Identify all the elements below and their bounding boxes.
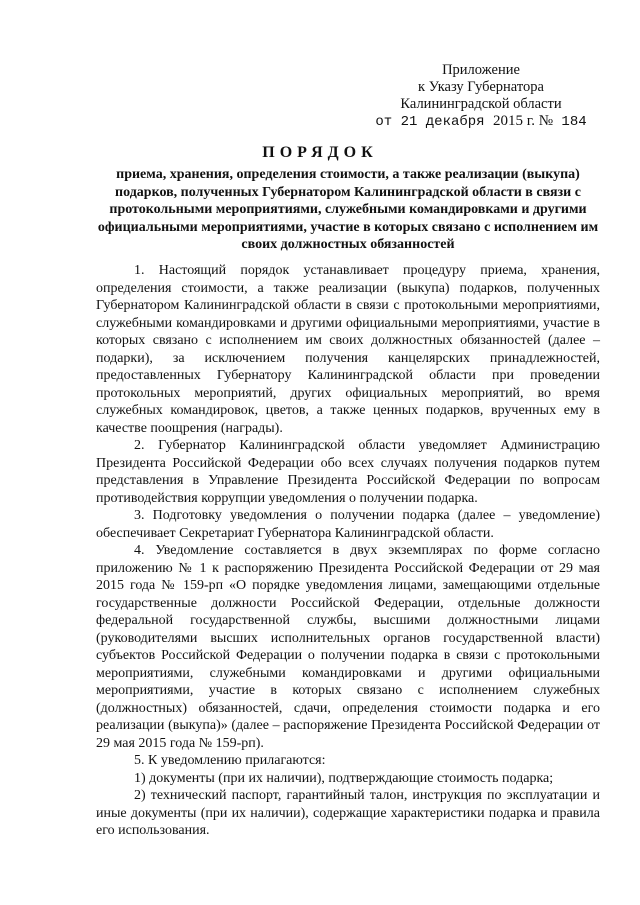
paragraph-1: 1. Настоящий порядок устанавливает процедуру приема, хранения, определения стоимости, а также реализации (выкупа) подарков, полученных Губернатором Калининградской области в связи с протокольными мероприятиями, служебными командировками и другими официальными мероприятиями, участие в которых связано с исполнением им своих должностных обязанностей (далее – подарки), за исключением получения канцелярских принадлежностей, предоставленных Губернатору Калининградской области при проведении протокольных мероприятий, других официальных мероприятий, во время служебных командировок, цветов, а также ценных подарков, врученных ему в качестве поощрения (награды). [96,263,600,436]
document-title: ПОРЯДОК [262,144,378,161]
appendix-decree-ref: к Указу Губернатора [418,79,544,95]
appendix-date: от 21 декабря [375,114,485,130]
paragraph-2: 2. Губернатор Калининградской области уведомляет Администрацию Президента Российской Федерации обо всех случаях получения подарков путем представления в Управление Президента Российской Федерации по вопросам противодействия коррупции уведомления о получении подарка. [96,438,600,506]
document-body [96,262,600,840]
paragraph-5-item-1: 1) документы (при их наличии), подтверждающие стоимость подарка; [134,770,554,786]
paragraph-5: 5. К уведомлению прилагаются: [134,753,326,768]
paragraph-3: 3. Подготовку уведомления о получении подарка (далее – уведомление) обеспечивает Секретариат Губернатора Калининградской области. [96,508,600,541]
paragraph-4: 4. Уведомление составляется в двух экземплярах по форме согласно приложению № 1 к распоряжению Президента Российской Федерации от 29 мая 2015 года № 159-рп «О порядке уведомления лицами, замещающими отдельные государственные должности Российской Федерации, отдельные должности федеральной государственной службы, высшими должностными лицами (руководителями высших исполнительных органов государственной власти) субъектов Российской Федерации о получении подарка в связи с протокольными мероприятиями, служебными командировками и другими официальными мероприятиями, участие в которых связано с исполнением служебных (должностных) обязанностей, сдачи, определения стоимости подарка и его реализации (выкупа)» (далее – распоряжение Президента Российской Федерации от 29 мая 2015 года № 159-рп). [96,543,600,751]
document-subtitle: приема, хранения, определения стоимости, а также реализации (выкупа) подарков, полученных Губернатором Калининградской области в связи с протокольными мероприятиями, служебными командировками и другими официальными мероприятиями, участие в которых связано с исполнением им своих должностных обязанностей [97,167,599,252]
paragraph-5-item-2: 2) технический паспорт, гарантийный талон, инструкция по эксплуатации и иные документы (при их наличии), содержащие характеристики подарка и правила его использования. [96,788,600,838]
appendix-year: 2015 г. № [492,113,554,129]
appendix-header [366,62,596,131]
appendix-date-line [366,113,596,131]
appendix-label: Приложение [442,62,520,78]
appendix-number: 184 [561,114,587,130]
appendix-region: Калининградской области [400,96,562,112]
